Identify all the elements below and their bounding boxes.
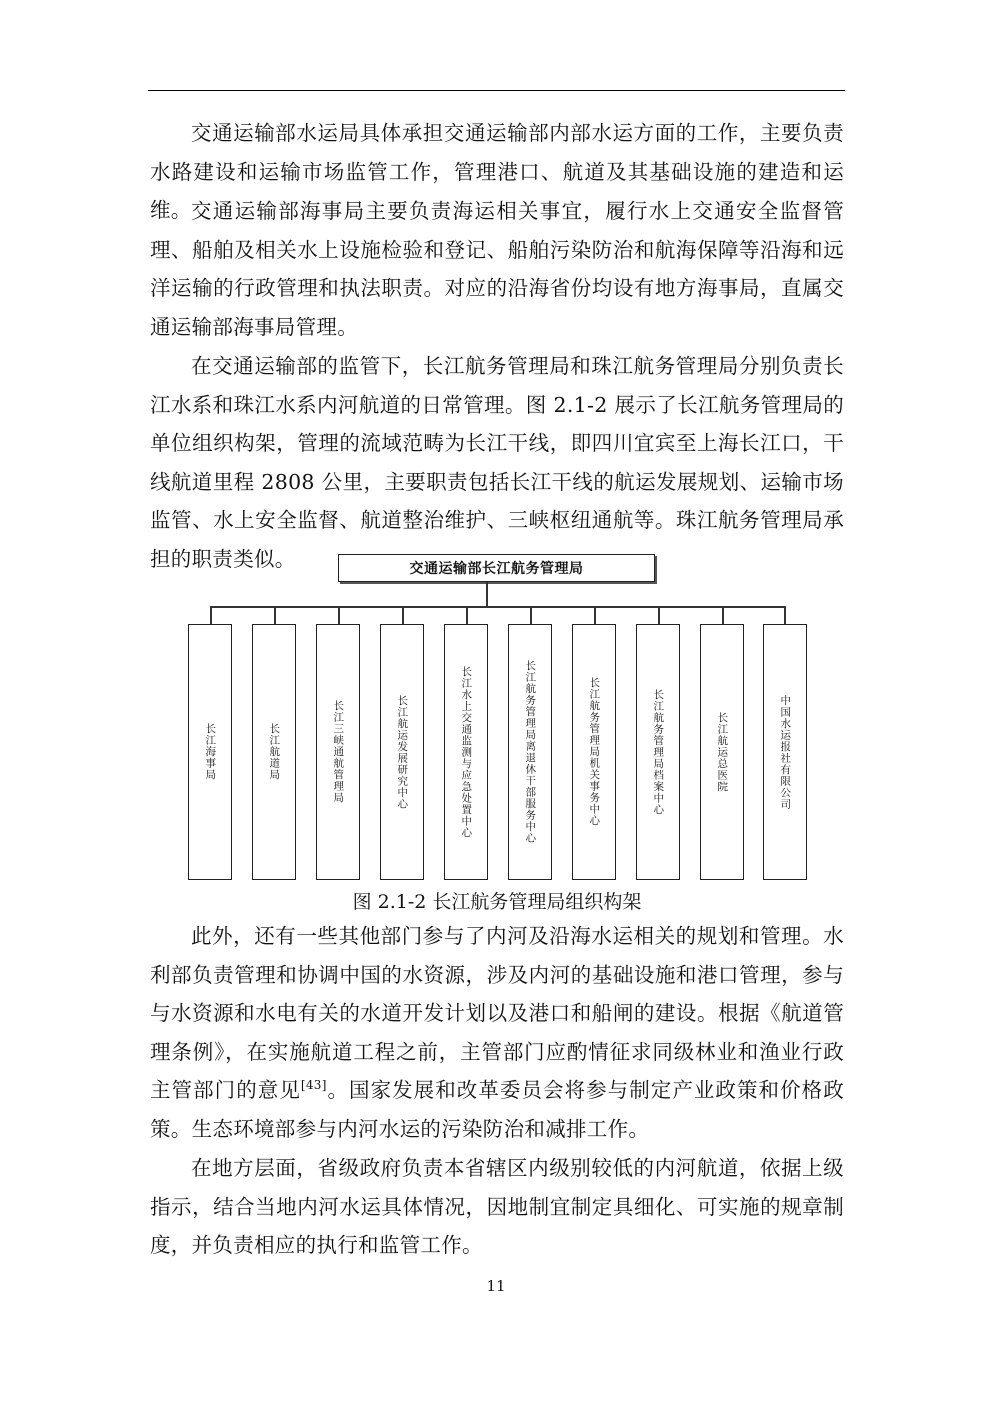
paragraph-water-transport-bureau: 交通运输部水运局具体承担交通运输部内部水运方面的工作，主要负责水路建设和运输市场监管工作，管理港口、航道及其基础设施的建造和运维。 bbox=[150, 121, 844, 222]
figure-caption: 图 2.1-2 长江航务管理局组织构架 bbox=[352, 891, 642, 913]
org-chart bbox=[186, 554, 808, 880]
org-chart-drop bbox=[658, 606, 660, 624]
org-unit-box bbox=[380, 624, 424, 880]
org-chart-drop bbox=[210, 606, 212, 624]
org-unit-box bbox=[252, 624, 296, 880]
org-unit-label: 中国水运报社有限公司 bbox=[779, 694, 792, 810]
paragraph-text: 此外，还有一些其他部门参与了内河及沿海水运相关的规划和管理。水利部负责管理和协调中国的水资源，涉及内河的基础设施和港口管理，参与与水资源和水电有关的水道开发计划以及港口和船闸的建设。根据《航道管理条例》，在实施航道工程之前，主管部门应酌情征求同级林业和渔业行政主管部门的意见 bbox=[150, 924, 844, 1102]
org-unit-box bbox=[444, 624, 488, 880]
org-chart-drop bbox=[722, 606, 724, 624]
org-chart-drop bbox=[784, 606, 786, 624]
org-unit-label: 长江水上交通监测与应急处置中心 bbox=[460, 665, 473, 839]
org-unit-label: 长江航运总医院 bbox=[716, 711, 729, 793]
org-unit-box bbox=[700, 624, 744, 880]
org-chart-drop bbox=[274, 606, 276, 624]
org-unit-box bbox=[763, 624, 807, 880]
paragraph-maritime-bureau: 交通运输部海事局主要负责海运相关事宜，履行水上交通安全监督管理、船舶及相关水上设施检验和登记、船舶污染防治和航海保障等沿海和远洋运输的行政管理和执法职责。对应的沿海省份均设有地方海事局，直属交通运输部海事局管理。 bbox=[150, 199, 844, 339]
org-unit-box bbox=[316, 624, 360, 880]
paragraph-text: 。国家发展和改革委员会将参与制定产业政策和价格政策。生态环境部参与内河水运的污染防治和减排工作。 bbox=[150, 1078, 844, 1141]
org-unit-label: 长江航运发展研究中心 bbox=[396, 694, 409, 810]
page-number: 11 bbox=[486, 1277, 506, 1295]
org-unit-box bbox=[508, 624, 552, 880]
paragraph-changjiang-pearl-river: 在交通运输部的监管下，长江航务管理局和珠江航务管理局分别负责长江水系和珠江水系内河航道的日常管理。图 2.1-2 展示了长江航务管理局的单位组织构架，管理的流域范畴为长江干线，即四川宜宾至上海长江口，干线航道里程 2808 公里，主要职责包括长江干线的航运发展规划、运输市场监管、水上安全监督、航道整治维护、三峡枢纽通航等。珠江航务管理局承担的职责类似。 bbox=[150, 354, 844, 571]
org-unit-label: 长江三峡通航管理局 bbox=[332, 700, 345, 804]
paragraph-local-level: 在地方层面，省级政府负责本省辖区内级别较低的内河航道，依据上级指示，结合当地内河水运具体情况，因地制宜制定具细化、可实施的规章制度，并负责相应的执行和监管工作。 bbox=[150, 1156, 844, 1257]
citation-reference: [43] bbox=[300, 1078, 327, 1093]
header-rule bbox=[148, 90, 845, 91]
org-unit-label: 长江航道局 bbox=[268, 723, 281, 781]
org-unit-box bbox=[572, 624, 616, 880]
org-unit-label: 长江海事局 bbox=[204, 723, 217, 781]
org-chart-root: 交通运输部长江航务管理局 bbox=[338, 554, 655, 582]
org-unit-label: 长江航务管理局机关事务中心 bbox=[588, 677, 601, 827]
paragraph-other-departments bbox=[150, 917, 844, 1148]
org-chart-trunk bbox=[486, 582, 488, 606]
org-unit-box bbox=[188, 624, 232, 880]
org-chart-drop bbox=[594, 606, 596, 624]
org-unit-box bbox=[636, 624, 680, 880]
org-chart-drop bbox=[402, 606, 404, 624]
org-chart-drop bbox=[338, 606, 340, 624]
org-chart-bus bbox=[210, 606, 784, 608]
org-chart-drop bbox=[466, 606, 468, 624]
org-chart-drop bbox=[530, 606, 532, 624]
org-unit-label: 长江航务管理局离退休干部服务中心 bbox=[524, 660, 537, 844]
org-unit-label: 长江航务管理局档案中心 bbox=[652, 688, 665, 816]
